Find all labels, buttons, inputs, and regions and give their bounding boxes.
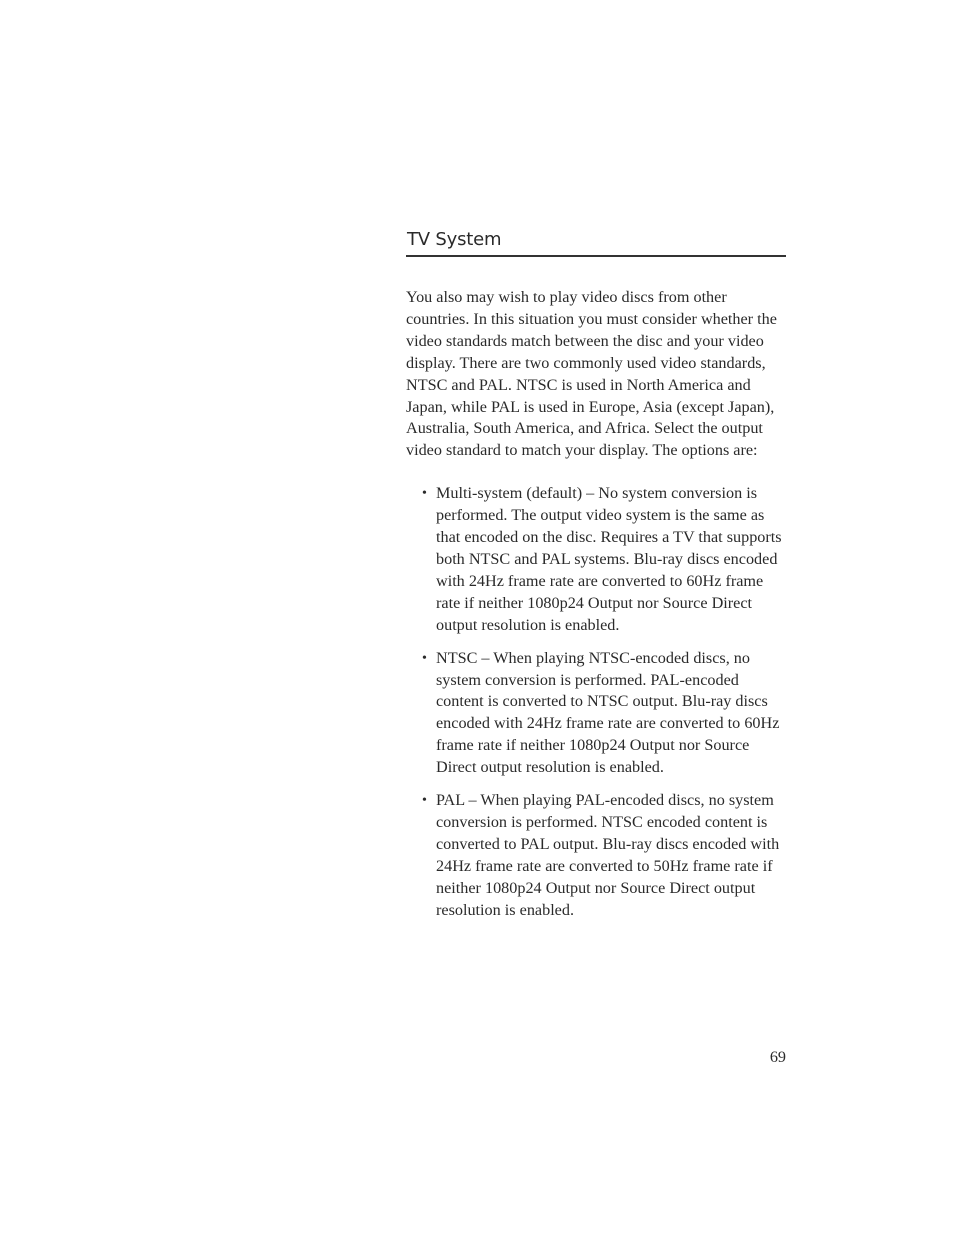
section-title: TV System (406, 228, 786, 257)
document-page (406, 228, 786, 932)
option-text: NTSC – When playing NTSC-encoded discs, no system conversion is performed. PAL-encoded content is converted to NTSC output. Blu-ray discs encoded with 24Hz frame rate are converted to 60Hz frame rate if neither 1080p24 Output nor Source Direct output resolution is enabled. (436, 648, 780, 777)
bullet-icon: • (422, 793, 427, 809)
bullet-icon: • (422, 486, 427, 502)
option-text: PAL – When playing PAL-encoded discs, no system conversion is performed. NTSC encoded content is converted to PAL output. Blu-ray discs encoded with 24Hz frame rate are converted to 50Hz frame rate if neither 1080p24 Output nor Source Direct output resolution is enabled. (436, 791, 780, 919)
option-text: Multi-system (default) – No system conversion is performed. The output video system is the same as that encoded on the disc. Requires a TV that supports both NTSC and PAL systems. Blu-ray discs encoded with 24Hz frame rate are converted to 60Hz frame rate if neither 1080p24 Output nor Source Direct output resolution is enabled. (436, 484, 782, 634)
bullet-icon: • (422, 650, 427, 666)
option-ntsc (406, 648, 786, 779)
page-number: 69 (769, 1048, 786, 1066)
option-multi-system (406, 483, 786, 636)
options-list (406, 483, 786, 921)
intro-paragraph: You also may wish to play video discs from other countries. In this situation you must consider whether the video standards match between the disc and your video display. There are two commonly used video standards, NTSC and PAL. NTSC is used in North America and Japan, while PAL is used in Europe, Asia (except Japan), Australia, South America, and Africa. Select the output video standard to match your display. The options are: (406, 288, 777, 460)
option-pal (406, 790, 786, 921)
